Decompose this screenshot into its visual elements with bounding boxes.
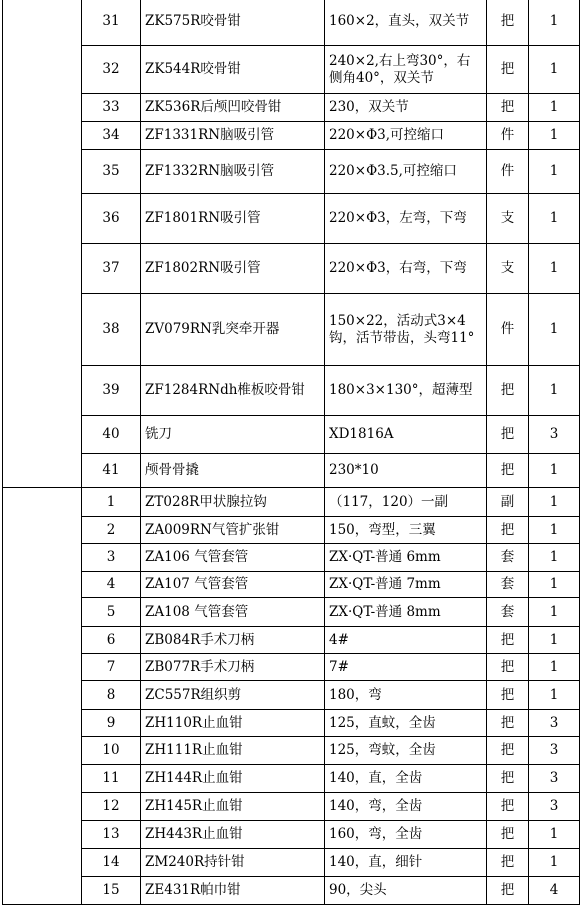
cell-spec: 7# [325, 654, 487, 681]
cell-qty: 1 [529, 366, 580, 416]
table-row [3, 416, 580, 454]
cell-unit: 把 [487, 94, 529, 122]
cell-unit: 把 [487, 454, 529, 488]
cell-unit: 把 [487, 710, 529, 737]
cell-spec: 240×2,右上弯30°，右侧角40°，双关节 [325, 46, 487, 94]
cell-unit: 把 [487, 627, 529, 654]
cell-name: ZK544R咬骨钳 [141, 46, 325, 94]
cell-spec: 90，尖头 [325, 877, 487, 905]
cell-no: 10 [82, 737, 141, 765]
cell-spec: 125，直蚊，全齿 [325, 710, 487, 737]
cell-spec: 140，直，全齿 [325, 765, 487, 793]
cell-spec: 230，双关节 [325, 94, 487, 122]
cell-spec: 220×Φ3，左弯，下弯 [325, 194, 487, 244]
cell-qty: 1 [529, 849, 580, 877]
cell-unit: 把 [487, 46, 529, 94]
cell-qty: 1 [529, 150, 580, 194]
table-row [3, 572, 580, 598]
cell-name: ZF1332RN脑吸引管 [141, 150, 325, 194]
cell-name: ZH144R止血钳 [141, 765, 325, 793]
cell-unit: 把 [487, 681, 529, 710]
cell-no: 5 [82, 598, 141, 627]
cell-no: 35 [82, 150, 141, 194]
table-row [3, 737, 580, 765]
cell-unit: 支 [487, 194, 529, 244]
cell-no: 39 [82, 366, 141, 416]
cell-spec: XD1816A [325, 416, 487, 454]
table-row [3, 517, 580, 544]
cell-unit: 件 [487, 294, 529, 366]
instrument-table [2, 0, 580, 905]
cell-name: ZM240R持针钳 [141, 849, 325, 877]
cell-unit: 件 [487, 150, 529, 194]
cell-name: ZA106 气管套管 [141, 544, 325, 572]
cell-qty: 1 [529, 544, 580, 572]
cell-unit: 把 [487, 821, 529, 849]
cell-spec: 220×Φ3.5,可控缩口 [325, 150, 487, 194]
cell-unit: 套 [487, 598, 529, 627]
cell-qty: 1 [529, 681, 580, 710]
cell-no: 40 [82, 416, 141, 454]
cell-unit: 套 [487, 544, 529, 572]
cell-qty: 3 [529, 710, 580, 737]
cell-unit: 把 [487, 737, 529, 765]
table-row [3, 598, 580, 627]
cell-name: ZH443R止血钳 [141, 821, 325, 849]
cell-unit: 支 [487, 244, 529, 294]
cell-qty: 4 [529, 877, 580, 905]
cell-no: 38 [82, 294, 141, 366]
cell-qty: 1 [529, 194, 580, 244]
cell-no: 6 [82, 627, 141, 654]
cell-no: 31 [82, 0, 141, 46]
cell-unit: 套 [487, 572, 529, 598]
table-row [3, 454, 580, 488]
cell-qty: 1 [529, 572, 580, 598]
cell-spec: （117，120）一副 [325, 488, 487, 517]
group-cell [3, 0, 82, 488]
group-cell [3, 488, 82, 905]
table-row [3, 821, 580, 849]
cell-name: ZV079RN乳突牵开器 [141, 294, 325, 366]
cell-qty: 1 [529, 821, 580, 849]
cell-no: 7 [82, 654, 141, 681]
cell-qty: 1 [529, 0, 580, 46]
cell-no: 15 [82, 877, 141, 905]
cell-unit: 把 [487, 849, 529, 877]
cell-name: ZH110R止血钳 [141, 710, 325, 737]
cell-no: 3 [82, 544, 141, 572]
cell-name: ZA009RN气管扩张钳 [141, 517, 325, 544]
cell-name: ZA107 气管套管 [141, 572, 325, 598]
cell-spec: ZX·QT-普通 8mm [325, 598, 487, 627]
cell-spec: 180，弯 [325, 681, 487, 710]
table-row [3, 294, 580, 366]
cell-unit: 把 [487, 517, 529, 544]
cell-qty: 1 [529, 517, 580, 544]
table-row [3, 94, 580, 122]
cell-spec: 160，弯，全齿 [325, 821, 487, 849]
cell-unit: 把 [487, 654, 529, 681]
cell-spec: ZX·QT-普通 7mm [325, 572, 487, 598]
cell-unit: 把 [487, 793, 529, 821]
cell-no: 9 [82, 710, 141, 737]
table-row [3, 765, 580, 793]
cell-qty: 3 [529, 416, 580, 454]
cell-qty: 1 [529, 654, 580, 681]
cell-spec: ZX·QT-普通 6mm [325, 544, 487, 572]
cell-no: 13 [82, 821, 141, 849]
cell-name: 颅骨骨撬 [141, 454, 325, 488]
cell-name: ZB084R手术刀柄 [141, 627, 325, 654]
cell-qty: 1 [529, 598, 580, 627]
table-row [3, 194, 580, 244]
table-row [3, 46, 580, 94]
table-row [3, 877, 580, 905]
cell-no: 11 [82, 765, 141, 793]
instrument-table-body [3, 0, 580, 905]
cell-unit: 把 [487, 366, 529, 416]
table-row [3, 366, 580, 416]
cell-spec: 220×Φ3,可控缩口 [325, 122, 487, 150]
cell-name: ZF1802RN吸引管 [141, 244, 325, 294]
cell-spec: 230*10 [325, 454, 487, 488]
cell-qty: 1 [529, 122, 580, 150]
cell-no: 2 [82, 517, 141, 544]
table-row [3, 488, 580, 517]
table-row [3, 710, 580, 737]
cell-no: 34 [82, 122, 141, 150]
table-row [3, 849, 580, 877]
cell-no: 32 [82, 46, 141, 94]
cell-no: 4 [82, 572, 141, 598]
cell-unit: 把 [487, 0, 529, 46]
cell-qty: 3 [529, 737, 580, 765]
cell-spec: 150，弯型，三翼 [325, 517, 487, 544]
cell-name: ZF1331RN脑吸引管 [141, 122, 325, 150]
cell-spec: 140，弯，全齿 [325, 793, 487, 821]
cell-qty: 1 [529, 94, 580, 122]
cell-no: 33 [82, 94, 141, 122]
cell-name: ZH145R止血钳 [141, 793, 325, 821]
table-row [3, 150, 580, 194]
cell-name: ZF1284RNdh椎板咬骨钳 [141, 366, 325, 416]
cell-spec: 180×3×130°，超薄型 [325, 366, 487, 416]
cell-no: 8 [82, 681, 141, 710]
cell-spec: 125，弯蚊，全齿 [325, 737, 487, 765]
cell-no: 37 [82, 244, 141, 294]
cell-qty: 1 [529, 627, 580, 654]
cell-unit: 副 [487, 488, 529, 517]
cell-name: ZF1801RN吸引管 [141, 194, 325, 244]
cell-name: ZC557R组织剪 [141, 681, 325, 710]
cell-unit: 件 [487, 122, 529, 150]
table-row [3, 122, 580, 150]
table-row [3, 681, 580, 710]
cell-qty: 3 [529, 765, 580, 793]
cell-no: 12 [82, 793, 141, 821]
cell-qty: 1 [529, 294, 580, 366]
cell-name: ZA108 气管套管 [141, 598, 325, 627]
cell-qty: 1 [529, 454, 580, 488]
table-row [3, 0, 580, 46]
cell-name: ZT028R甲状腺拉钩 [141, 488, 325, 517]
cell-spec: 140，直，细针 [325, 849, 487, 877]
table-row [3, 627, 580, 654]
cell-qty: 3 [529, 793, 580, 821]
cell-name: ZE431R帕巾钳 [141, 877, 325, 905]
cell-qty: 1 [529, 46, 580, 94]
cell-unit: 把 [487, 765, 529, 793]
table-row [3, 244, 580, 294]
cell-no: 14 [82, 849, 141, 877]
cell-spec: 160×2，直头，双关节 [325, 0, 487, 46]
table-row [3, 793, 580, 821]
cell-name: 铣刀 [141, 416, 325, 454]
cell-spec: 4# [325, 627, 487, 654]
cell-name: ZK536R后颅凹咬骨钳 [141, 94, 325, 122]
cell-qty: 1 [529, 488, 580, 517]
cell-name: ZB077R手术刀柄 [141, 654, 325, 681]
cell-no: 36 [82, 194, 141, 244]
cell-spec: 150×22，活动式3×4钩，活节带齿，头弯11° [325, 294, 487, 366]
cell-unit: 把 [487, 416, 529, 454]
table-row [3, 654, 580, 681]
cell-name: ZK575R咬骨钳 [141, 0, 325, 46]
cell-no: 41 [82, 454, 141, 488]
cell-unit: 把 [487, 877, 529, 905]
table-row [3, 544, 580, 572]
cell-name: ZH111R止血钳 [141, 737, 325, 765]
cell-qty: 1 [529, 244, 580, 294]
cell-no: 1 [82, 488, 141, 517]
cell-spec: 220×Φ3，右弯，下弯 [325, 244, 487, 294]
